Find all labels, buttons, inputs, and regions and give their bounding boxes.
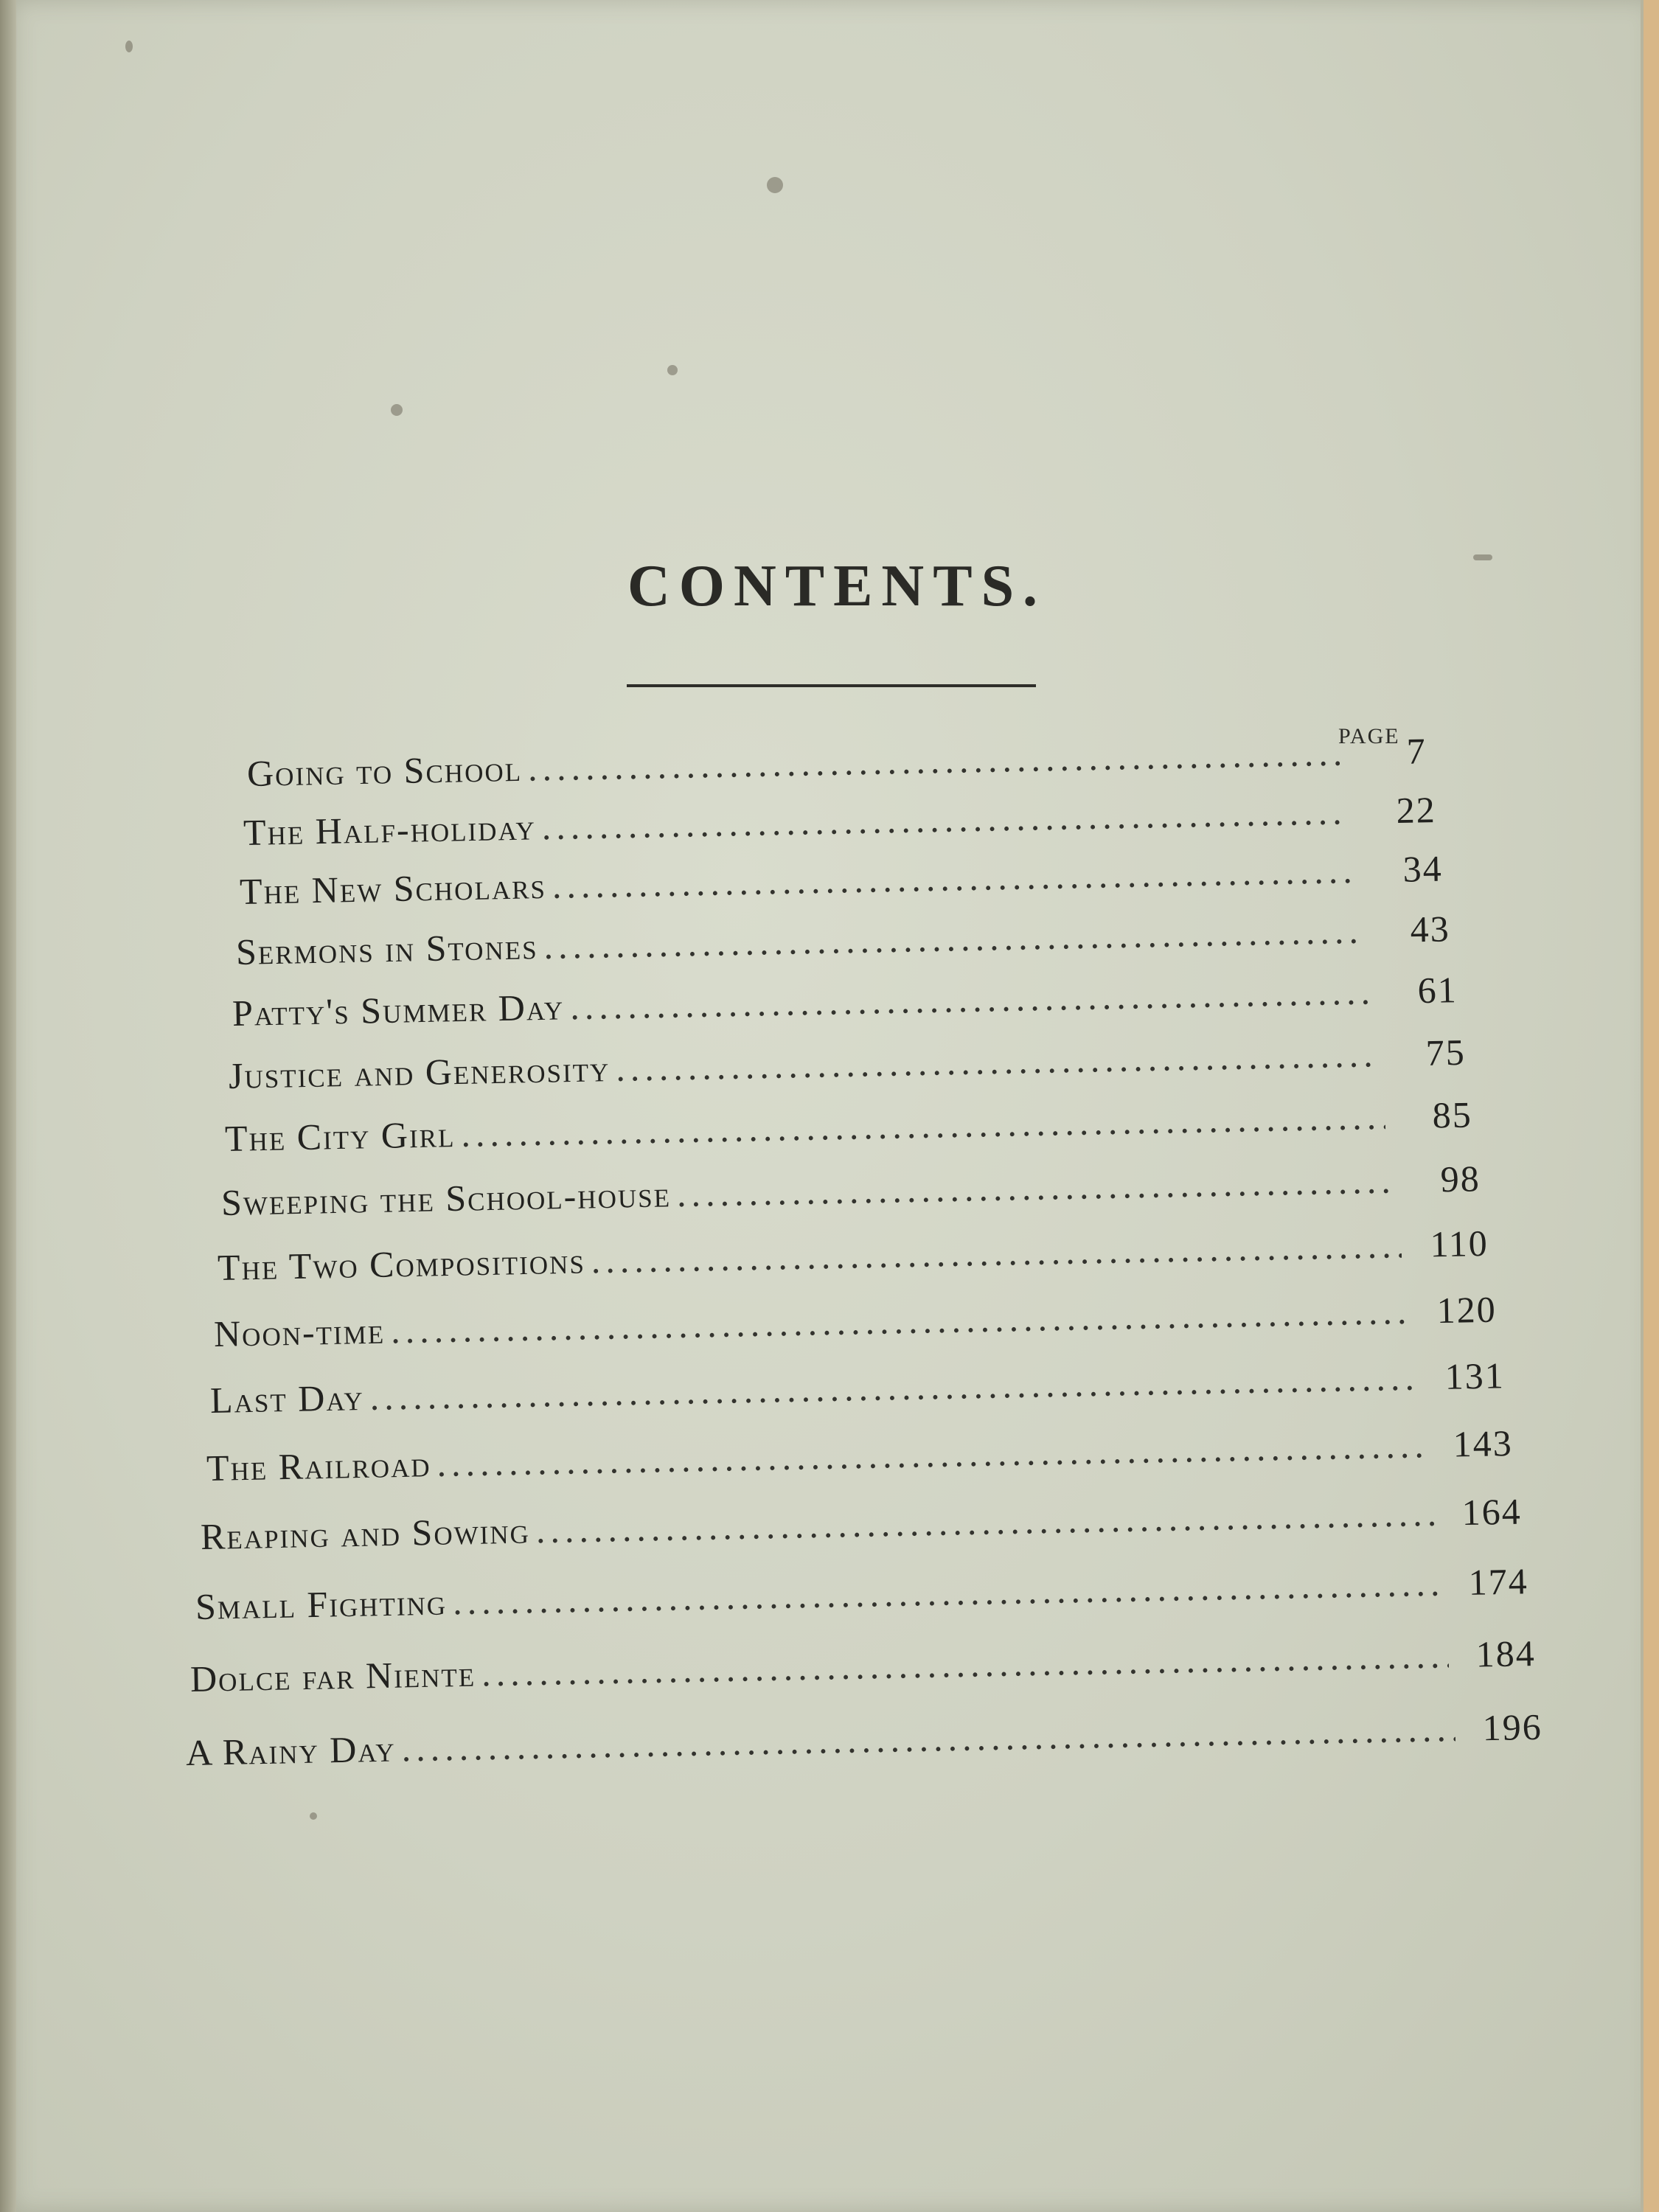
dot-leader (535, 1492, 1435, 1551)
dot-leader (616, 1032, 1380, 1090)
chapter-page-number: 7 (1406, 730, 1427, 772)
chapter-page-number: 110 (1430, 1222, 1489, 1265)
dot-leader (543, 909, 1363, 967)
chapter-page-number: 85 (1432, 1093, 1473, 1136)
toc-entry (217, 1222, 1489, 1289)
chapter-page-number: 143 (1453, 1422, 1514, 1465)
toc-entry (189, 1632, 1536, 1700)
toc-entry (239, 847, 1443, 913)
toc-entry (213, 1288, 1497, 1355)
chapter-title: Going to School (246, 747, 523, 794)
chapter-page-number: 184 (1475, 1632, 1537, 1675)
dot-leader (401, 1707, 1455, 1770)
chapter-title: Reaping and Sowing (200, 1509, 531, 1557)
chapter-page-number: 75 (1425, 1031, 1467, 1074)
dot-leader (570, 970, 1371, 1028)
toc-entry (195, 1559, 1528, 1628)
dot-leader (676, 1158, 1394, 1215)
dot-leader (541, 790, 1349, 848)
dot-leader (552, 849, 1356, 907)
chapter-title: Patty's Summer Day (232, 986, 565, 1034)
chapter-page-number: 43 (1410, 908, 1451, 950)
toc-entry (220, 1157, 1481, 1224)
chapter-title: Small Fighting (195, 1581, 448, 1627)
chapter-page-number: 164 (1461, 1490, 1523, 1534)
toc-entry (243, 788, 1436, 854)
chapter-title: The Two Compositions (217, 1239, 586, 1288)
toc-entry (232, 968, 1458, 1034)
chapter-page-number: 61 (1417, 969, 1458, 1012)
dot-leader (391, 1290, 1411, 1352)
chapter-title: Sermons in Stones (235, 925, 539, 973)
toc-entry (185, 1705, 1543, 1774)
chapter-title: The New Scholars (239, 865, 547, 912)
toc-entry (209, 1354, 1505, 1422)
chapter-page-number: 131 (1444, 1354, 1506, 1397)
toc-entry (228, 1031, 1466, 1097)
toc-entry (235, 907, 1450, 973)
chapter-page-number: 98 (1440, 1158, 1481, 1200)
chapter-title: The Half-holiday (243, 806, 537, 853)
chapter-title: Sweeping the School-house (220, 1173, 672, 1223)
chapter-page-number: 120 (1436, 1288, 1498, 1332)
chapter-title: A Rainy Day (185, 1728, 397, 1773)
chapter-page-number: 174 (1468, 1560, 1529, 1603)
toc-entry (206, 1422, 1513, 1489)
dot-leader (527, 731, 1340, 790)
chapter-page-number: 196 (1482, 1705, 1543, 1749)
chapter-title: Dolce far Niente (189, 1652, 476, 1700)
chapter-title: The Railroad (206, 1443, 432, 1489)
chapter-page-number: 34 (1402, 847, 1444, 890)
chapter-title: Last Day (209, 1377, 365, 1421)
toc-entry (200, 1490, 1522, 1558)
dot-leader (452, 1562, 1441, 1624)
chapter-title: Justice and Generosity (228, 1048, 611, 1096)
contents-heading: CONTENTS. (627, 554, 1047, 619)
dot-leader (461, 1095, 1386, 1155)
dot-leader (369, 1356, 1418, 1419)
dot-leader (437, 1423, 1426, 1485)
chapter-title: Noon-time (213, 1310, 386, 1354)
toc-entry (224, 1093, 1472, 1160)
dot-leader (481, 1633, 1450, 1694)
page-column-label: PAGE (1338, 724, 1400, 748)
chapter-title: The City Girl (224, 1113, 456, 1159)
chapter-page-number: 22 (1396, 788, 1437, 831)
toc-entry (246, 729, 1427, 795)
dot-leader (591, 1223, 1402, 1281)
